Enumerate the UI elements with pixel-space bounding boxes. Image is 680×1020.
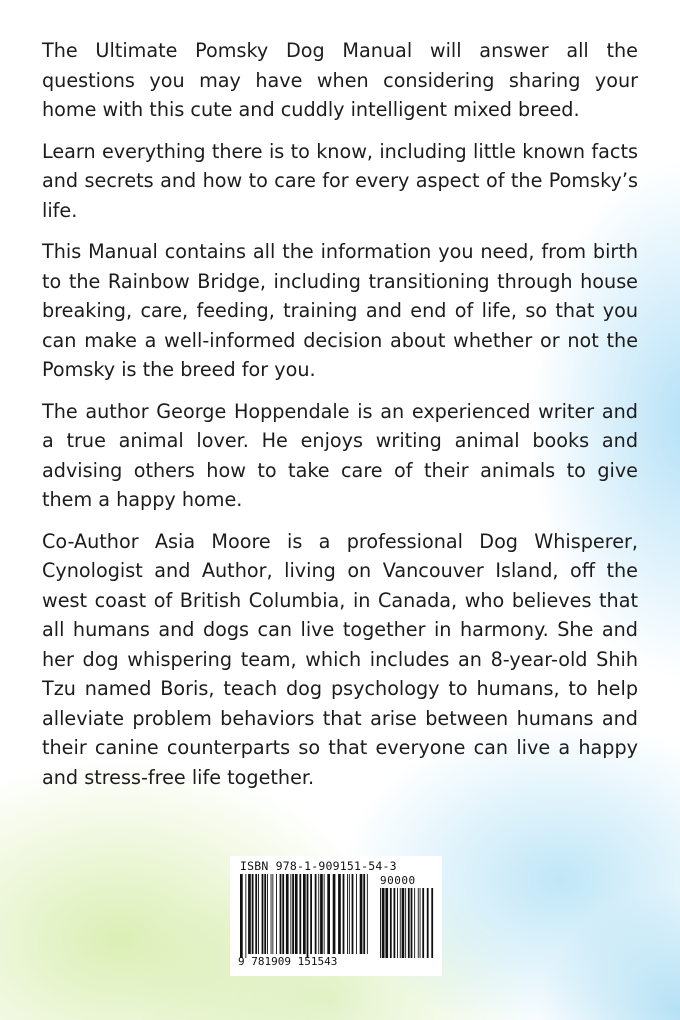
barcode-bar [349,874,350,954]
barcode-bar [397,888,398,958]
barcode-bar [262,874,264,954]
barcode-bar [394,888,396,958]
barcode-bar [367,874,368,954]
blurb-paragraph-author: The author George Hoppendale is an experienced writer and a true animal lover. He enjoys writing animal books and advising others how to take care of their animals to give them a happy home. [42,399,638,511]
barcode-bar [310,874,312,954]
barcode-bar [338,874,341,954]
barcode-bar [264,874,266,954]
barcode-bar [405,888,406,958]
cover-blurb [42,36,638,804]
barcode-bar [418,888,419,958]
barcode-bar [400,888,401,958]
barcode-bar [333,874,336,954]
barcode-bar [320,874,323,954]
barcode-bar [402,888,405,958]
isbn-label: ISBN 978-1-909151-54-3 [240,859,397,873]
barcode-bar [290,874,291,954]
barcode-bar [245,874,246,958]
barcode-bar [292,874,294,954]
barcode-bar [252,874,254,954]
barcode-bar [382,888,385,958]
barcode-bar [422,888,424,958]
barcode-bar [343,874,345,954]
barcode-bar [267,874,268,954]
barcode-bar [295,874,298,954]
barcode-bar [352,874,354,954]
isbn-barcode [230,856,442,976]
barcode-bar [385,888,388,958]
barcode-bar [390,888,392,958]
blurb-paragraph-manual: This Manual contains all the information you need, from birth to the Rainbow Bridge, including transitioning through house breaking, care, feeding, training and end of life, so that you can make a well-informed decision about whether or not the Pomsky is the breed for you. [42,240,638,381]
barcode-bar [408,888,410,958]
barcode-bar [276,874,277,954]
barcode-bar [363,874,365,954]
barcode-bar [255,874,257,954]
barcode-bar [303,874,306,954]
barcode-bar [427,888,429,958]
barcode-bar [240,874,243,958]
barcode-addon-code: 90000 [380,874,416,887]
barcode-bar [327,874,330,954]
barcode-bar [420,888,421,958]
barcode-bar [299,874,301,954]
barcode-bar [318,874,319,954]
barcode-bar [360,874,363,954]
barcode-bar [307,874,309,958]
blurb-paragraph-learn: Learn everything there is to know, including little known facts and secrets and how to care for every aspect of the Pomsky’s life. [42,139,638,222]
barcode-bar [411,888,413,958]
barcode-bar [286,874,289,954]
barcode-bar [315,874,317,954]
barcode-bar [431,888,433,958]
barcode-bar [272,874,273,954]
barcode-bar [248,874,251,954]
barcode-bar [380,888,381,958]
barcode-bar [347,874,348,954]
barcode-bar [414,888,415,958]
barcode-bar [324,874,325,954]
barcode-bar [280,874,282,954]
blurb-paragraph-intro: The Ultimate Pomsky Dog Manual will answer all the questions you may have when considering sharing your home with this cute and cuddly intelligent mixed breed. [42,39,638,121]
barcode-bar [356,874,357,954]
barcode-bar [271,874,272,954]
blurb-paragraph-coauthor: Co-Author Asia Moore is a professional Dog Whisperer, Cynologist and Author, living on Vancouver Island, off the west coast of British Columbia, in Canada, who believes that all humans and dogs can live together in harmony. She and her dog whispering team, which includes an 8-year-old Shih Tzu named Boris, teach dog psychology to humans, to help alleviate problem behaviors that arise between humans and their canine counterparts so that everyone can live a happy and stress-free life together. [42,529,638,789]
barcode-ean-digits: 9 781909 151543 [238,955,338,968]
barcode-bar [282,874,284,954]
barcode-bar [258,874,259,954]
